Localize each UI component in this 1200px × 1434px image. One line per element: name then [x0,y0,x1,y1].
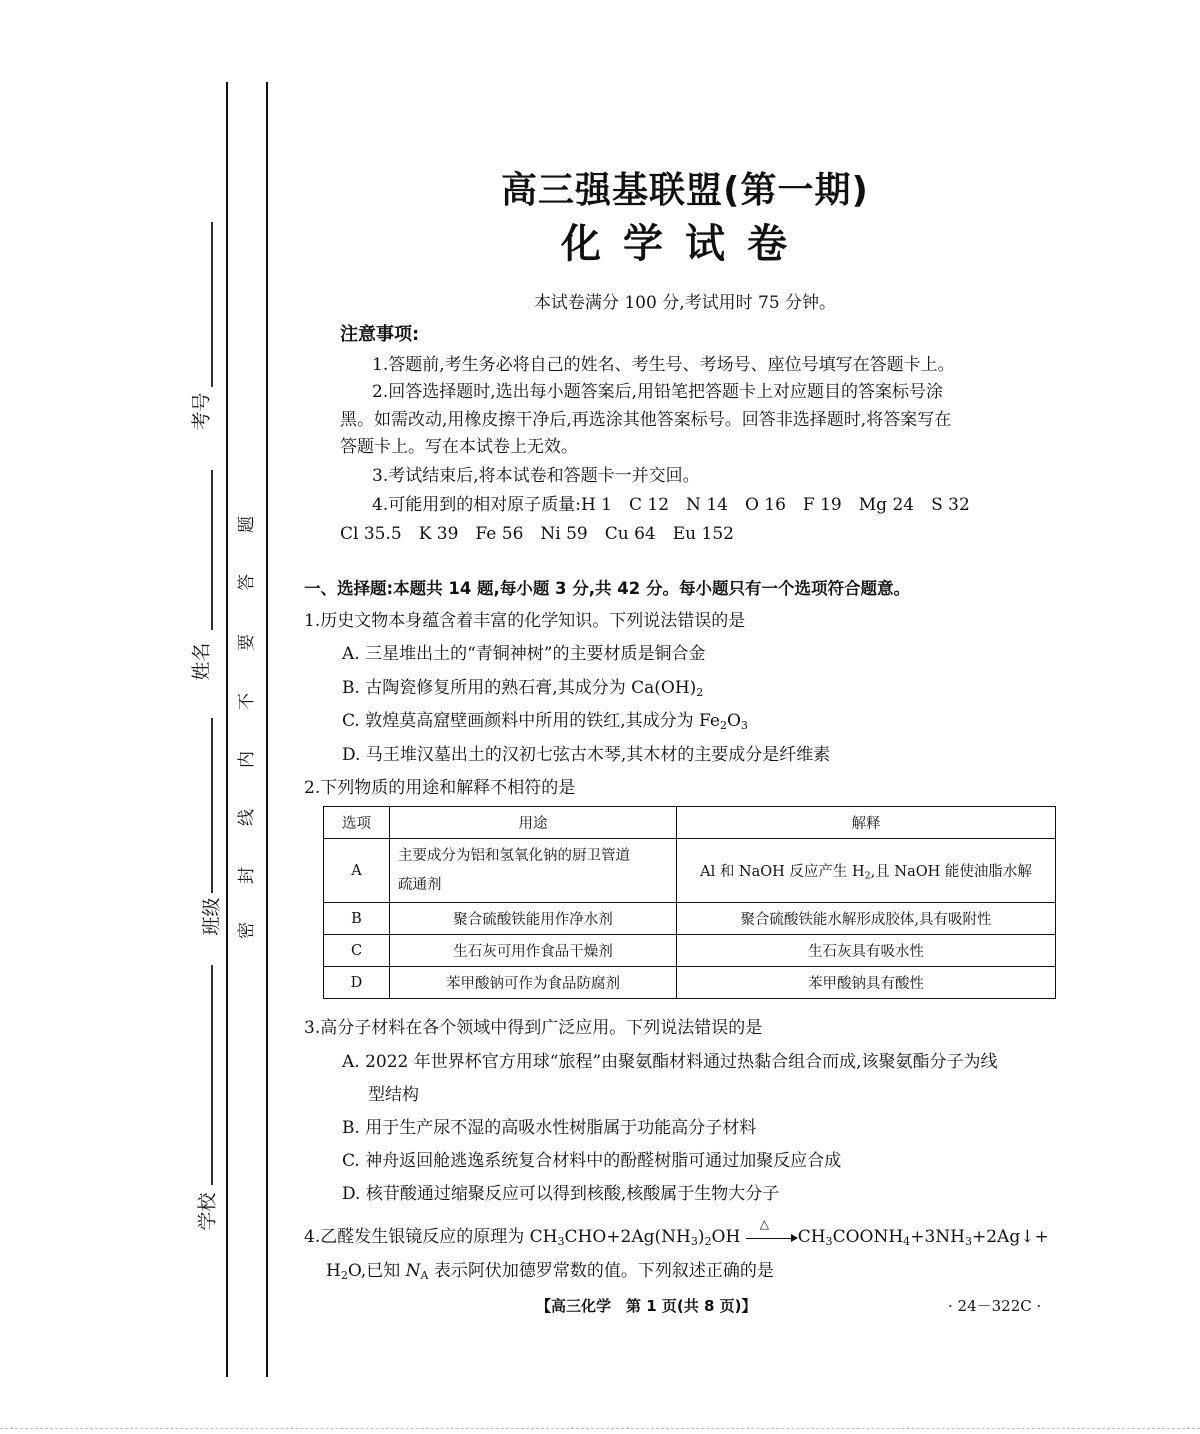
seal-char: 题 [237,516,257,533]
name-blank [211,470,213,630]
question-1-option-d: D. 马王堆汉墓出土的汉初七弦古木琴,其木材的主要成分是纤维素 [342,745,831,765]
question-3-option-c: C. 神舟返回舱逃逸系统复合材料中的酚醛树脂可通过加聚反应合成 [342,1151,842,1171]
table-row [324,935,1056,967]
notice-heading: 注意事项: [340,324,420,345]
seal-char: 不 [237,693,257,710]
table-cell-explanation: 苯甲酸钠具有酸性 [677,967,1056,999]
question-4-stem-cont: $H_2O$,已知 $N_A$ 表示阿伏加德罗常数的值。下列叙述正确的是 [326,1261,774,1282]
question-2-stem: 2.下列物质的用途和解释不相符的是 [304,778,576,798]
table-header-cell: 选项 [324,807,390,839]
page-footer: 【高三化学 第 1 页(共 8 页)】 [536,1297,757,1315]
seal-char: 答 [237,574,257,591]
question-3-option-d: D. 核苷酸通过缩聚反应可以得到核酸,核酸属于生物大分子 [342,1184,780,1204]
paper-code: · 24－322C · [948,1297,1042,1315]
seal-char: 封 [237,867,257,884]
table-cell-option: C [324,935,390,967]
seal-char: 密 [237,922,257,939]
question-3-stem: 3.高分子材料在各个领域中得到广泛应用。下列说法错误的是 [304,1018,763,1038]
question-1-stem: 1.历史文物本身蕴含着丰富的化学知识。下列说法错误的是 [304,611,746,631]
question-3-option-a: A. 2022 年世界杯官方用球“旅程”由聚氨酯材料通过热黏合组合而成,该聚氨酯分子为线 [342,1052,998,1072]
table-cell-explanation: Al 和 NaOH 反应产生 $H_2$,且 NaOH 能使油脂水解 [677,839,1056,903]
notice-line: 2.回答选择题时,选出每小题答案后,用铅笔把答题卡上对应题目的答案标号涂 [372,382,944,402]
notice-line: 黑。如需改动,用橡皮擦干净后,再选涂其他答案标号。回答非选择题时,将答案写在 [340,410,952,430]
question-1-option-b: B. 古陶瓷修复所用的熟石膏,其成分为 $Ca(OH)_2$ [342,678,704,699]
question-1-option-c: C. 敦煌莫高窟壁画颜料中所用的铁红,其成分为 $Fe_2O_3$ [342,711,748,732]
subject-title: 化学试卷 [561,221,809,267]
table-cell-explanation: 聚合硫酸铁能水解形成胶体,具有吸附性 [677,903,1056,935]
binding-line-outer [226,82,228,1377]
class-label: 班级 [200,897,223,936]
seal-char: 要 [237,634,257,651]
notice-line: 3.考试结束后,将本试卷和答题卡一并交回。 [372,466,700,486]
question-1-option-a: A. 三星堆出土的“青铜神树”的主要材质是铜合金 [342,644,706,664]
exam-number-label: 考号 [190,392,213,431]
reaction-arrow [746,1216,798,1245]
table-cell-use: 主要成分为铝和氢氧化钠的厨卫管道 疏通剂 [390,839,677,903]
class-blank [211,718,213,893]
question-2-table [323,806,1056,999]
table-cell-use: 聚合硫酸铁能用作净水剂 [390,903,677,935]
table-cell-use: 苯甲酸钠可作为食品防腐剂 [390,967,677,999]
notice-line: Cl 35.5 K 39 Fe 56 Ni 59 Cu 64 Eu 152 [340,524,734,544]
table-header-cell: 解释 [677,807,1056,839]
exam-series-title: 高三强基联盟(第一期) [501,170,869,211]
question-3-option-a-cont: 型结构 [368,1085,419,1105]
table-row [324,903,1056,935]
arrow-shaft [746,1238,794,1239]
question-3-option-b: B. 用于生产尿不湿的高吸水性树脂属于功能高分子材料 [342,1118,757,1138]
heat-symbol: △ [759,1216,769,1231]
name-label: 姓名 [190,642,213,681]
table-cell-option: D [324,967,390,999]
seal-char: 内 [237,751,257,768]
notice-line: 答题卡上。写在本试卷上无效。 [340,437,578,457]
table-cell-explanation: 生石灰具有吸水性 [677,935,1056,967]
notice-line: 1.答题前,考生务必将自己的姓名、考生号、考场号、座位号填写在答题卡上。 [372,355,955,375]
table-cell-option: B [324,903,390,935]
scan-edge [0,1428,1200,1430]
question-4-stem: 4.乙醛发生银镜反应的原理为 $CH_3CHO+2Ag(NH_3)_2OH$ △ $CH_3COONH_4+3NH_3+2Ag↓+$ [304,1216,1049,1248]
table-row [324,839,1056,903]
section-heading: 一、选择题:本题共 14 题,每小题 3 分,共 42 分。每小题只有一个选项符合题意。 [304,579,911,598]
table-header-row [324,807,1056,839]
school-blank [211,965,213,1185]
table-cell-use: 生石灰可用作食品干燥剂 [390,935,677,967]
school-label: 学校 [196,1192,219,1231]
table-row [324,967,1056,999]
arrow-head [791,1234,798,1242]
table-header-cell: 用途 [390,807,677,839]
notice-line: 4.可能用到的相对原子质量:H 1 C 12 N 14 O 16 F 19 Mg 24 S 32 [372,495,970,515]
binding-line-inner [266,82,268,1377]
seal-char: 线 [237,809,257,826]
table-cell-option: A [324,839,390,903]
exam-info: 本试卷满分 100 分,考试用时 75 分钟。 [533,293,837,313]
